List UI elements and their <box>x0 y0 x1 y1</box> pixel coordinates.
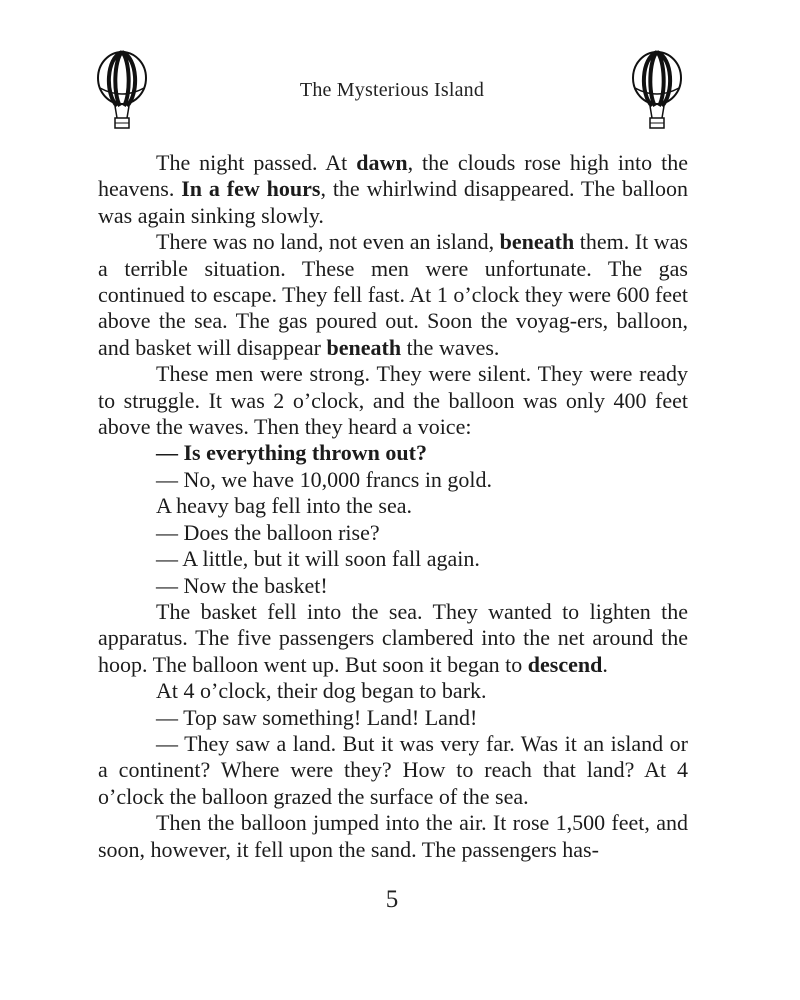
narration-line: A heavy bag fell into the sea. <box>156 493 412 519</box>
page-number: 5 <box>385 886 399 913</box>
dialogue-line: — Top saw something! Land! Land! <box>156 704 478 730</box>
chapter-text <box>98 150 688 863</box>
paragraph-6: Then the balloon jumped into the air. It rose 1,500 feet, and soon, however, it fell upon the sand. The passengers has- <box>98 810 688 862</box>
paragraph-4: The basket fell into the sea. They wanted to lighten the apparatus. The five passengers clambered into the net around the hoop. The balloon went up. But soon it began to descend. <box>98 598 688 677</box>
dialogue-line: — A little, but it will soon fall again. <box>156 546 480 572</box>
paragraph-1: The night passed. At dawn, the clouds rose high into the heavens. In a few hours, the whirlwind disappeared. The balloon was again sinking slowly. <box>98 150 688 228</box>
paragraph-2: There was no land, not even an island, beneath them. It was a terrible situation. These men were unfortunate. The gas continued to escape. They fell fast. At 1 o’clock they were 600 feet above the sea. The gas poured out. Soon the voyag-ers, balloon, and basket will disappear beneath the waves. <box>98 229 688 360</box>
dialogue-line: — Now the basket! <box>156 572 328 598</box>
dialogue-line: — Does the balloon rise? <box>156 519 380 545</box>
dialogue-line: — Is everything thrown out? <box>156 440 427 466</box>
dialogue-line: — No, we have 10,000 francs in gold. <box>156 466 493 492</box>
running-head-title: The Mysterious Island <box>299 79 485 101</box>
narration-line: At 4 o’clock, their dog began to bark. <box>156 678 487 704</box>
paragraph-5: — They saw a land. But it was very far. Was it an island or a continent? Where were they? How to reach that land? At 4 o’clock the balloon grazed the surface of the sea. <box>98 730 688 809</box>
paragraph-3: These men were strong. They were silent. They were ready to struggle. It was 2 o’clock, and the balloon was only 400 feet above the waves. Then they heard a voice: <box>98 361 688 440</box>
